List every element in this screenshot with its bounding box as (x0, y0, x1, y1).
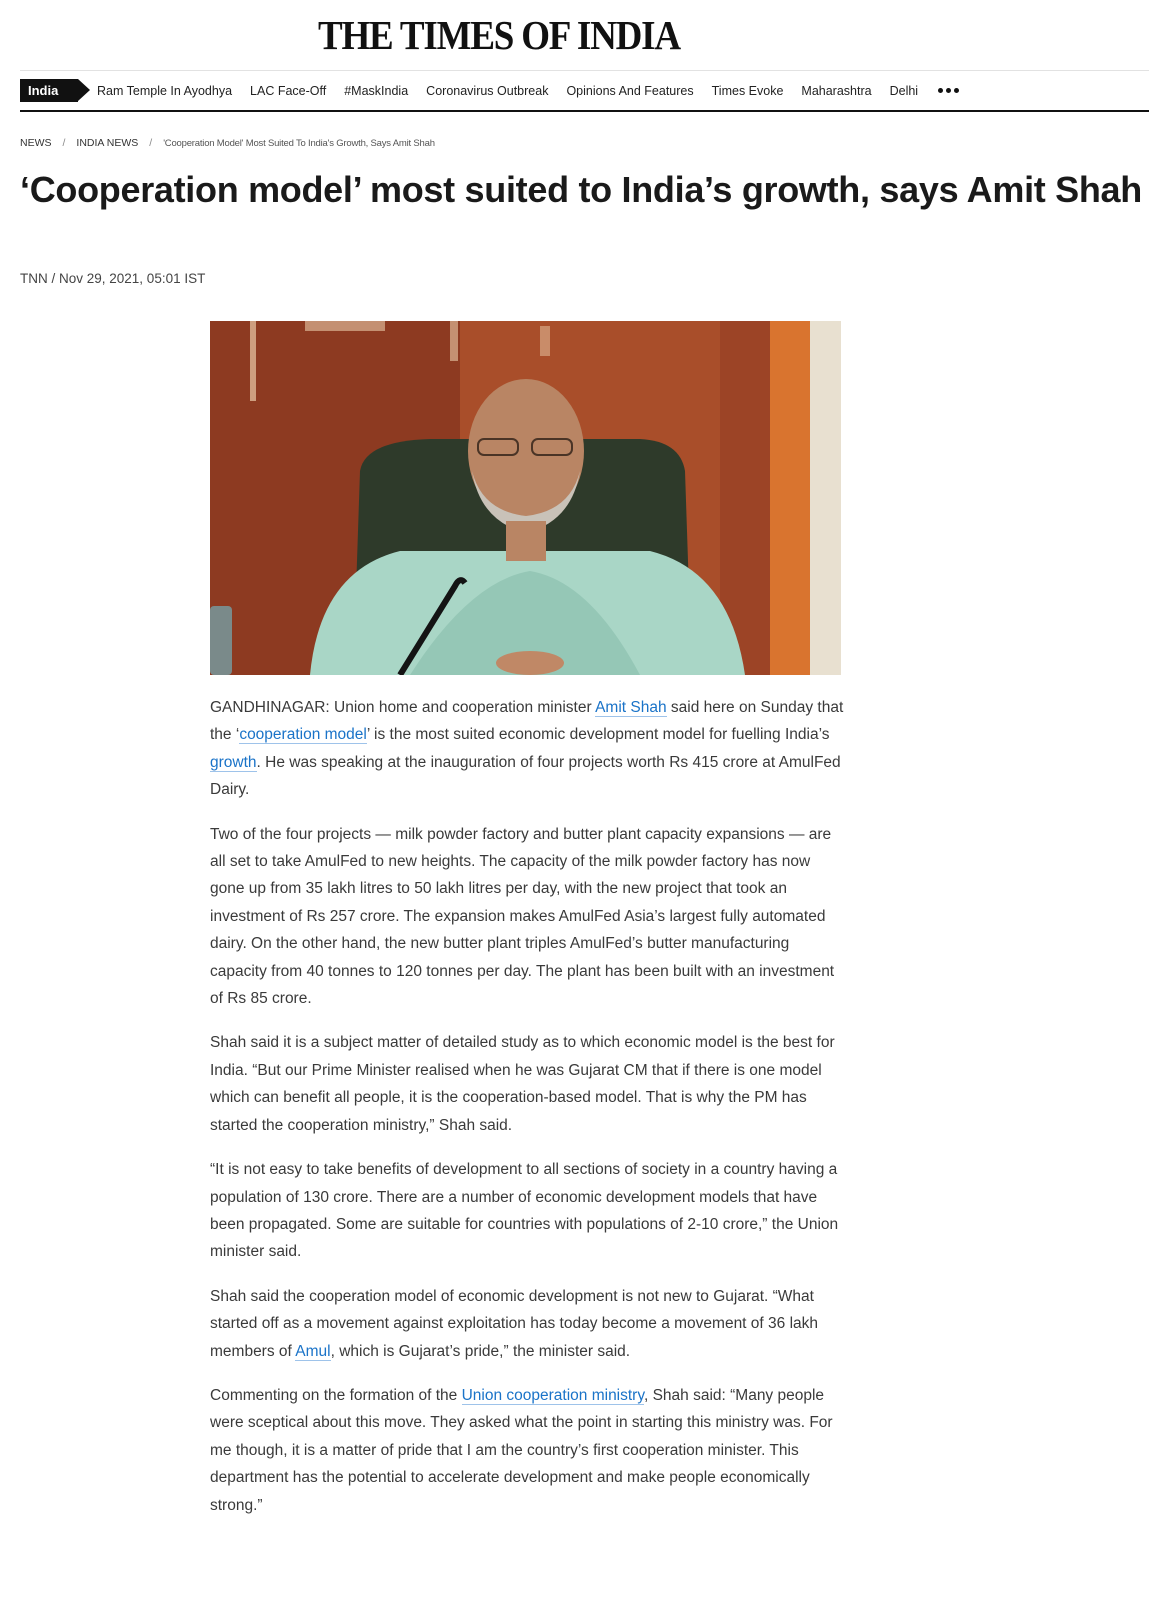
article-paragraph (210, 694, 846, 804)
nav-divider (20, 110, 1149, 112)
nav-link-maharashtra[interactable]: Maharashtra (801, 83, 872, 98)
paragraph-text: Commenting on the formation of the (210, 1386, 462, 1404)
breadcrumb-news[interactable]: NEWS (20, 137, 52, 149)
article-paragraph: Shah said it is a subject matter of detailed study as to which economic model is the best for India. “But our Prime Minister realised when he was Gujarat CM that if there is one model which can benefit all people, it is the cooperation-based model. That is why the PM has started the cooperation ministry,” Shah said. (210, 1034, 835, 1134)
nav-link-delhi[interactable]: Delhi (889, 83, 919, 98)
link-amit-shah[interactable]: Amit Shah (595, 699, 667, 716)
link-amul[interactable]: Amul (295, 1342, 331, 1360)
article-body (210, 694, 846, 1536)
paragraph-text: said here on Sunday that the ‘ (210, 699, 844, 744)
link-cooperation-model[interactable]: cooperation model (239, 726, 367, 744)
paragraph-text: Shah said the cooperation model of economic development is not new to Gujarat. “What started off as a movement against exploitation has today become a movement of 36 lakh members of (210, 1287, 819, 1360)
link-union-cooperation-ministry[interactable]: Union cooperation ministry (461, 1386, 644, 1404)
nav-link-opinions[interactable]: Opinions And Features (566, 83, 694, 98)
site-logo[interactable]: THE TIMES OF INDIA (318, 13, 680, 60)
article-hero-image (210, 321, 841, 675)
more-dots-icon[interactable] (938, 88, 959, 93)
paragraph-text: , Shah said: “Many people were sceptical about this move. They asked what the point in starting this ministry was. For me though, it is a matter of pride that I am the country’s first cooperation minister. This department has the potential to accelerate development and make people economically strong.” (210, 1386, 833, 1514)
section-nav (20, 74, 1149, 110)
more-dot (946, 88, 951, 93)
nav-link-ram-temple[interactable]: Ram Temple In Ayodhya (97, 83, 233, 98)
nav-link-lac-face-off[interactable]: LAC Face-Off (250, 83, 327, 98)
masthead (0, 0, 1174, 70)
article-paragraph: “It is not easy to take benefits of development to all sections of society in a country having a population of 130 crore. There are a number of economic development models that have been propagated. Some are suitable for countries with populations of 2-10 crore,” the Union minister said. (210, 1161, 839, 1261)
link-growth[interactable]: growth (210, 753, 257, 771)
article-paragraph (210, 1283, 846, 1365)
more-dot (938, 88, 943, 93)
nav-link-mask-india[interactable]: #MaskIndia (344, 83, 409, 98)
article-headline: ‘Cooperation model’ most suited to India’s growth, says Amit Shah (20, 169, 1142, 210)
more-dot (954, 88, 959, 93)
article-byline: TNN / Nov 29, 2021, 05:01 IST (20, 271, 206, 286)
masthead-divider (20, 70, 1149, 71)
hero-photo-illustration (210, 321, 841, 675)
article-paragraph (210, 1382, 846, 1519)
breadcrumb-separator: / (62, 137, 66, 149)
paragraph-text: , which is Gujarat’s pride,” the minister said. (330, 1342, 631, 1360)
paragraph-text: ’ is the most suited economic development model for fuelling India’s (366, 726, 830, 744)
breadcrumb-separator: / (149, 137, 153, 149)
nav-links (97, 74, 959, 107)
breadcrumb-current: 'Cooperation Model' Most Suited To India's Growth, Says Amit Shah (163, 137, 435, 149)
nav-section-india[interactable]: India (20, 79, 78, 102)
nav-link-times-evoke[interactable]: Times Evoke (711, 83, 784, 98)
paragraph-text: . He was speaking at the inauguration of four projects worth Rs 415 crore at AmulFed Dairy. (210, 753, 841, 799)
nav-link-coronavirus[interactable]: Coronavirus Outbreak (426, 83, 549, 98)
paragraph-text: GANDHINAGAR: Union home and cooperation minister (210, 699, 596, 716)
breadcrumb (20, 137, 435, 149)
article-paragraph: Two of the four projects — milk powder factory and butter plant capacity expansions — are all set to take AmulFed to new heights. The capacity of the milk powder factory has now gone up from 35 lakh litres to 50 lakh litres per day, with the new project that took an investment of Rs 257 crore. The expansion makes AmulFed Asia’s largest fully automated dairy. On the other hand, the new butter plant triples AmulFed’s butter manufacturing capacity from 40 tonnes to 120 tonnes per day. The plant has been built with an investment of Rs 85 crore. (210, 825, 835, 1008)
breadcrumb-india-news[interactable]: INDIA NEWS (76, 137, 139, 149)
